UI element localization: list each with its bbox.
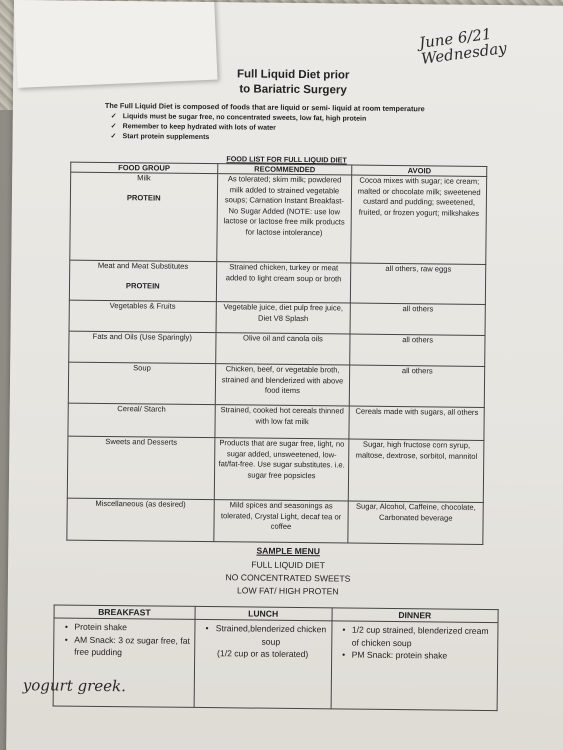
list-item: • AM Snack: 3 oz sugar free, fat free pudding: [58, 633, 190, 659]
food-group-cell: Fats and Oils (Use Sparingly): [69, 331, 216, 364]
column-header: FOOD GROUP: [71, 162, 218, 174]
column-header: DINNER: [332, 608, 499, 623]
avoid-cell: Cocoa mixes with sugar; ice cream; malted or chocolate milk; sweetened custard and pudding; sweetened, fruited, or frozen yogurt; milkshakes: [351, 175, 487, 264]
column-header: LUNCH: [195, 606, 332, 620]
guideline-item: ✓ Remember to keep hydrated with lots of water: [110, 123, 276, 132]
bullet-icon: •: [64, 621, 68, 632]
table-row: [69, 300, 485, 335]
list-item: • Protein shake: [58, 621, 190, 635]
page-title-line-1: Full Liquid Diet prior: [236, 68, 350, 82]
sample-menu-title: SAMPLE MENU: [256, 545, 321, 557]
handwritten-note: yogurt greek.: [22, 676, 127, 696]
guideline-item: ✓ Liquids must be sugar free, no concentrated sweets, low fat, high protein: [110, 113, 367, 123]
diet-sheet: [6, 0, 563, 750]
dinner-cell: [331, 621, 498, 711]
food-group-cell: Miscellaneous (as desired): [67, 498, 214, 542]
food-group-cell: Vegetables & Fruits: [69, 300, 216, 333]
table-row: [67, 436, 484, 502]
avoid-cell: Sugar, Alcohol, Caffeine, chocolate, Carbonated beverage: [348, 501, 483, 544]
table-row: [68, 362, 484, 407]
bullet-icon: •: [64, 634, 68, 645]
recommended-cell: Vegetable juice, diet pulp free juice, Diet V8 Splash: [216, 302, 351, 334]
food-group-cell: Cereal/ Starch: [68, 403, 215, 438]
food-group-cell: Soup: [68, 362, 215, 405]
table-row: [70, 172, 487, 264]
list-item-note: (1/2 cup or as tolerated): [217, 648, 309, 660]
checkmark-icon: ✓: [110, 123, 117, 131]
guidelines-list: [111, 112, 367, 145]
avoid-cell: Cereals made with sugars, all others: [349, 406, 484, 440]
avoid-cell: all others: [350, 303, 485, 335]
bullet-icon: •: [342, 649, 346, 660]
handwritten-date: June 6/21 Wednesday: [418, 24, 508, 68]
bullet-icon: •: [342, 624, 346, 635]
recommended-cell: Mild spices and seasonings as tolerated, Crystal Light, decaf tea or coffee: [213, 500, 348, 543]
list-item: • Strained,blenderized chicken soup: [199, 622, 327, 648]
recommended-cell: As tolerated; skim milk; powdered milk added to strained vegetable soups; Carnation Instant Breakfast- No Sugar Added (NOTE: use low lactose or lactose free milk products for lactose intolerance): [216, 174, 352, 263]
food-group-cell: Milk PROTEIN: [70, 172, 218, 262]
checkmark-icon: ✓: [110, 113, 117, 121]
table-row: [69, 331, 485, 366]
list-item: • PM Snack: protein shake: [336, 648, 494, 662]
sample-menu-line: FULL LIQUID DIET: [251, 559, 325, 571]
avoid-cell: all others: [350, 365, 485, 407]
column-header: AVOID: [352, 165, 487, 176]
recommended-cell: Products that are sugar free, light, no sugar added, unsweetened, low-fat/fat-free. Use sugar substitutes. i.e. sugar free popsicles: [214, 438, 349, 501]
page-title-line-2: to Bariatric Surgery: [239, 83, 347, 97]
food-group-cell: Sweets and Desserts: [67, 436, 214, 500]
food-list-title: FOOD LIST FOR FULL LIQUID DIET: [226, 154, 347, 165]
recommended-cell: Olive oil and canola oils: [215, 333, 350, 365]
column-header: RECOMMENDED: [217, 164, 352, 175]
food-list-table: [66, 162, 487, 545]
sample-menu-line: LOW FAT/ HIGH PROTEN: [236, 585, 339, 597]
sample-menu-line: NO CONCENTRATED SWEETS: [225, 572, 351, 584]
table-row: [67, 498, 483, 544]
table-row: [69, 260, 485, 304]
food-group-cell: Meat and Meat Substitutes PROTEIN: [69, 260, 216, 302]
avoid-cell: all others: [350, 334, 485, 366]
checkmark-icon: ✓: [110, 133, 117, 141]
bullet-icon: •: [205, 623, 209, 634]
recommended-cell: Chicken, beef, or vegetable broth, strained and blenderized with above food items: [215, 364, 350, 406]
table-row: [68, 403, 484, 440]
recommended-cell: Strained, cooked hot cereals thinned with low fat milk: [215, 405, 350, 439]
lunch-cell: [194, 619, 332, 708]
avoid-cell: all others, raw eggs: [351, 263, 486, 304]
list-item: • 1/2 cup strained, blenderized cream of chicken soup: [336, 623, 494, 650]
avoid-cell: Sugar, high fructose corn syrup, maltose, dextrose, sorbitol, mannitol: [349, 439, 484, 502]
recommended-cell: Strained chicken, turkey or meat added to light cream soup or broth: [216, 262, 351, 303]
table-row: [53, 618, 498, 711]
column-header: BREAKFAST: [54, 605, 195, 619]
overlapping-paper: [14, 0, 218, 88]
guideline-item: ✓ Start protein supplements: [110, 133, 210, 142]
intro-text: The Full Liquid Diet is composed of foods that are liquid or semi- liquid at room temperature: [104, 100, 425, 114]
